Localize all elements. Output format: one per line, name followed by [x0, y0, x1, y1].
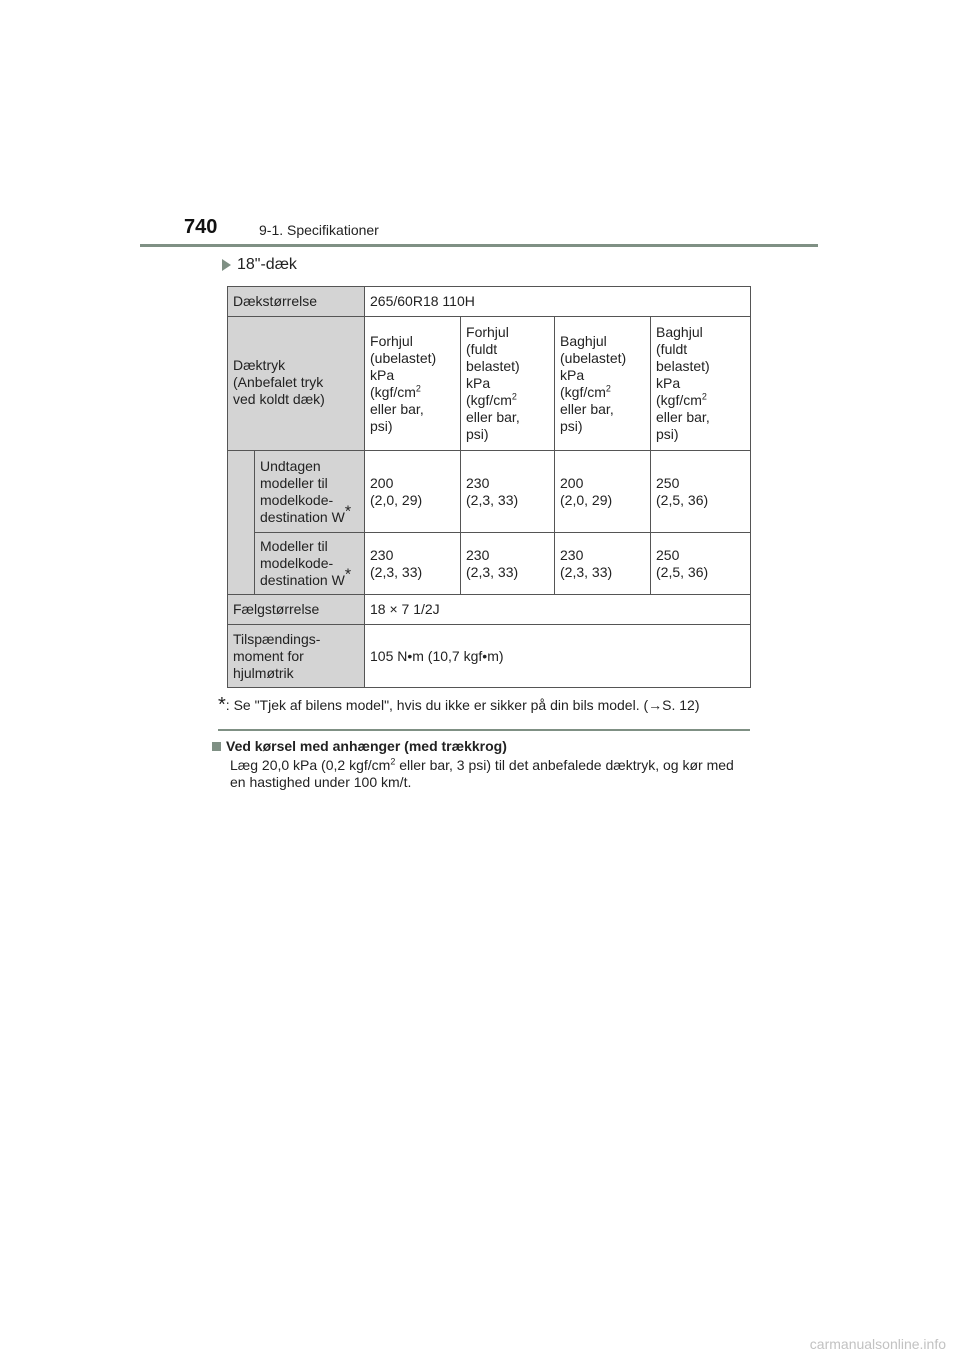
section-title: 18"-dæk	[237, 256, 297, 273]
header-rule	[140, 244, 818, 247]
tire-spec-table-body	[227, 450, 751, 688]
table-row	[228, 451, 751, 533]
value-cell: 250 (2,5, 36)	[651, 451, 751, 533]
torque-label-cell: Tilspændings- moment for hjulmøtrik	[228, 625, 365, 688]
table-row	[228, 317, 751, 451]
torque-value-cell: 105 N•m (10,7 kgf•m)	[365, 625, 751, 688]
note-title: Ved kørsel med anhænger (med trækkrog)	[226, 738, 507, 754]
footnote-rule	[218, 729, 750, 731]
table-row	[228, 533, 751, 595]
table-row	[228, 625, 751, 688]
note-heading	[212, 738, 752, 754]
row-label-cell: Undtagen modeller til modelkode- destination W*	[255, 451, 365, 533]
pressure-label-cell: Dæktryk (Anbefalet tryk ved koldt dæk)	[228, 317, 365, 533]
tire-size-value-cell: 265/60R18 110H	[365, 287, 751, 317]
value-cell: 250 (2,5, 36)	[651, 533, 751, 595]
column-header-rear-unloaded: Baghjul (ubelastet) kPa ($kgf/cm^2$ eller bar, psi)	[555, 317, 651, 451]
pressure-indent-cell	[228, 451, 255, 595]
rim-size-value-cell: 18 × 7 1/2J	[365, 595, 751, 625]
tire-size-label-cell: Dækstørrelse	[228, 287, 365, 317]
value-cell: 200 (2,0, 29)	[555, 451, 651, 533]
column-header-front-unloaded: Forhjul (ubelastet) kPa ($kgf/cm^2$ eller bar, psi)	[365, 317, 461, 451]
watermark: carmanualsonline.info	[809, 1336, 946, 1352]
row-label-cell: Modeller til modelkode- destination W*	[255, 533, 365, 595]
value-cell: 200 (2,0, 29)	[365, 451, 461, 533]
value-cell: 230 (2,3, 33)	[365, 533, 461, 595]
footnote	[218, 693, 700, 716]
table-row	[228, 287, 751, 317]
page-header	[184, 214, 824, 244]
value-cell: 230 (2,3, 33)	[461, 451, 555, 533]
footnote-asterisk: *	[218, 694, 226, 716]
rim-size-label-cell: Fælgstørrelse	[228, 595, 365, 625]
value-cell: 230 (2,3, 33)	[461, 533, 555, 595]
section-heading	[222, 256, 297, 274]
value-cell: 230 (2,3, 33)	[555, 533, 651, 595]
table-row	[228, 595, 751, 625]
chapter-title: 9-1. Specifikationer	[259, 222, 379, 238]
column-header-front-loaded: Forhjul (fuldt belastet) kPa ($kgf/cm^2$ eller bar, psi)	[461, 317, 555, 451]
square-bullet-icon	[212, 742, 221, 751]
footnote-text: : Se "Tjek af bilens model", hvis du ikke er sikker på din bils model. (→S. 12)	[225, 697, 700, 713]
column-header-rear-loaded: Baghjul (fuldt belastet) kPa ($kgf/cm^2$ eller bar, psi)	[651, 317, 751, 451]
page-number: 740	[184, 216, 218, 238]
triangle-bullet-icon	[222, 259, 231, 271]
note-body: Læg 20,0 kPa (0,2 kgf/$cm^2$ eller bar, 3 psi) til det anbefalede dæktryk, og kør med en hastighed under 100 km/t.	[230, 756, 734, 790]
towing-note	[212, 738, 752, 791]
